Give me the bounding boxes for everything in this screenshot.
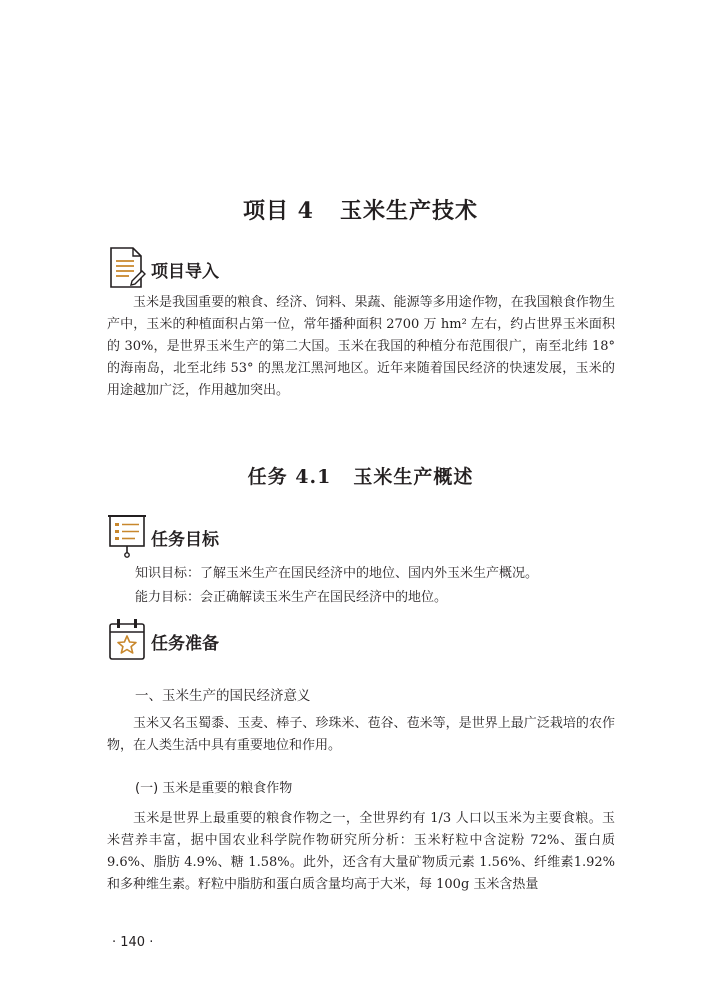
subsection-heading: (一) 玉米是重要的粮食作物 xyxy=(135,781,293,796)
goals-heading: 任务目标 xyxy=(151,530,219,550)
task-title xyxy=(0,462,721,489)
intro-line: 作物生产中，玉米的种植面积占第一位，常年播种面积 2700 万 hm² 左右，约占世界 xyxy=(107,295,615,332)
project-name: 玉米生产技术 xyxy=(339,198,478,224)
presentation-board-icon xyxy=(107,513,147,559)
task-name: 玉米生产概述 xyxy=(353,466,474,488)
prep-heading: 任务准备 xyxy=(151,634,219,654)
sub1-paragraph xyxy=(107,808,615,896)
section-heading: 一、玉米生产的国民经济意义 xyxy=(135,688,311,704)
intro-paragraph xyxy=(107,292,615,402)
section1-paragraph xyxy=(107,713,615,757)
section1-line: 的农作物，在人类生活中具有重要地位和作用。 xyxy=(107,716,615,753)
intro-line: 玉米面积的 30%，是世界玉米生产的第二大国。玉米在我国的种植分布范围很广， xyxy=(107,317,615,354)
intro-line: 南至北纬 18° 的海南岛，北至北纬 53° 的黑龙江黑河地区。近年来随着国民经济的 xyxy=(107,339,615,376)
task-number: 任务 4.1 xyxy=(247,466,332,488)
sub1-line: 1.92% 和多种维生素。籽粒中脂肪和蛋白质含量均高于大米，每 100g 玉米含热量 xyxy=(107,855,615,892)
intro-heading: 项目导入 xyxy=(151,262,219,282)
project-number: 项目 4 xyxy=(243,198,314,224)
section1-line: 玉米又名玉蜀黍、玉麦、棒子、珍珠米、苞谷、苞米等，是世界上最广泛栽培 xyxy=(133,716,576,731)
sub1-line: 玉米营养丰富，据中国农业科学院作物研究所分析：玉米籽粒中含淀粉 72%、蛋白 xyxy=(107,811,615,848)
sub1-line: 玉米是世界上最重要的粮食作物之一，全世界约有 1/3 人口以玉米为主要食粮。 xyxy=(133,811,602,826)
project-title xyxy=(0,194,721,225)
intro-line: 快速发展，玉米的用途越加广泛，作用越加突出。 xyxy=(107,361,615,398)
calendar-star-icon xyxy=(107,617,147,663)
document-lines-icon xyxy=(107,245,147,291)
intro-line: 玉米是我国重要的粮食、经济、饲料、果蔬、能源等多用途作物，在我国粮食 xyxy=(133,295,576,310)
knowledge-goal: 知识目标：了解玉米生产在国民经济中的地位、国内外玉米生产概况。 xyxy=(135,566,539,581)
sub1-line: 质 9.6%、脂肪 4.9%、糖 1.58%。此外，还含有大量矿物质元素 1.56%、纤维素 xyxy=(107,833,615,870)
page-number: · 140 · xyxy=(112,935,154,950)
ability-goal: 能力目标：会正确解读玉米生产在国民经济中的地位。 xyxy=(135,590,448,605)
